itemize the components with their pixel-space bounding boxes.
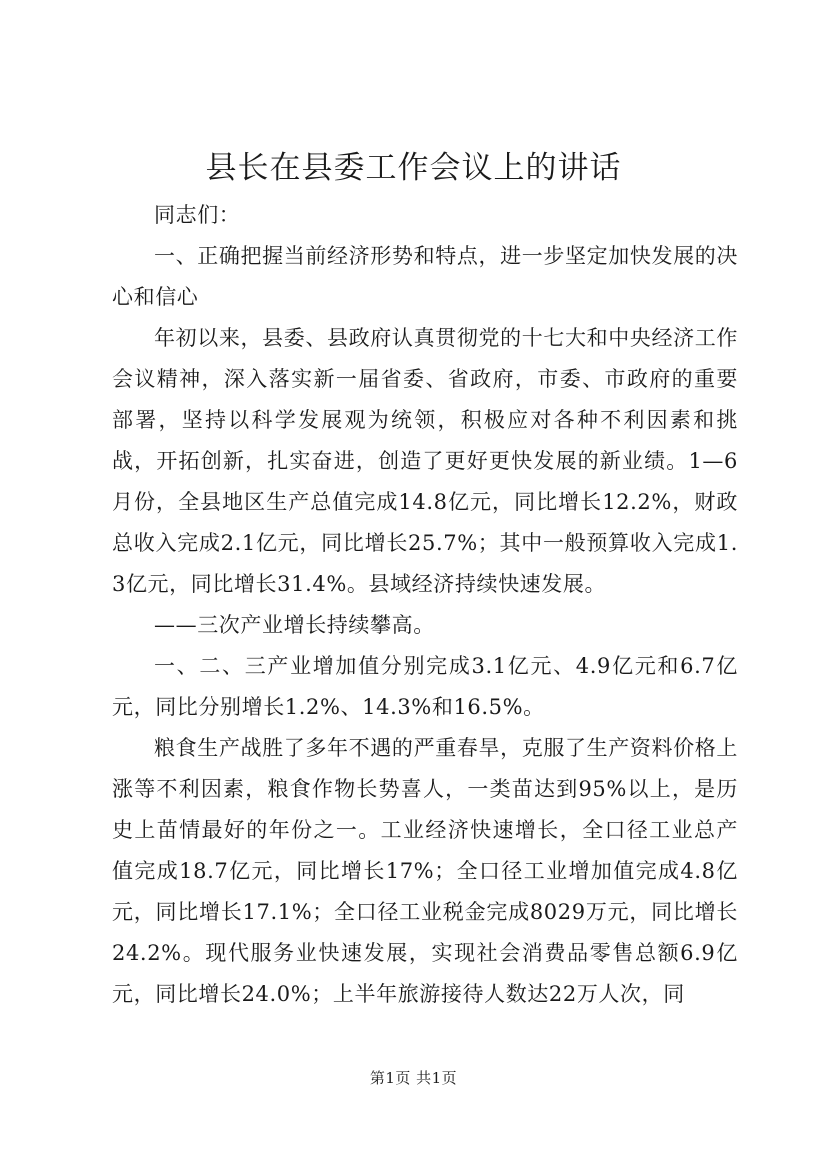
paragraph-overview: 年初以来，县委、县政府认真贯彻党的十七大和中央经济工作会议精神，深入落实新一届省委、省政府，市委、市政府的重要部署，坚持以科学发展观为统领，积极应对各种不利因素和挑战，开拓创新，扎实奋进，创造了更好更快发展的新业绩。1—6月份，全县地区生产总值完成14.8亿元，同比增长12.2%，财政总收入完成2.1亿元，同比增长25.7%；其中一般预算收入完成1.3亿元，同比增长31.4%。县域经济持续快速发展。 — [112, 326, 738, 596]
paragraph-greeting: 同志们： — [154, 203, 241, 227]
paragraph-details: 粮食生产战胜了多年不遇的严重春旱，克服了生产资料价格上涨等不利因素，粮食作物长势喜人，一类苗达到95%以上，是历史上苗情最好的年份之一。工业经济快速增长，全口径工业总产值完成18.7亿元，同比增长17%；全口径工业增加值完成4.8亿元，同比增长17.1%；全口径工业税金完成8029万元，同比增长24.2%。现代服务业快速发展，实现社会消费品零售总额6.9亿元，同比增长24.0%；上半年旅游接待人数达22万人次，同 — [112, 736, 738, 1006]
paragraph-section-heading: 一、正确把握当前经济形势和特点，进一步坚定加快发展的决心和信心 — [112, 244, 738, 309]
document-title: 县长在县委工作会议上的讲话 — [205, 150, 622, 186]
document-body — [112, 195, 738, 1015]
paragraph-subheading: ——三次产业增长持续攀高。 — [154, 613, 435, 637]
page-number-footer: 第1页 共1页 — [369, 1069, 458, 1087]
paragraph-industry-growth: 一、二、三产业增加值分别完成3.1亿元、4.9亿元和6.7亿元，同比分别增长1.2%、14.3%和16.5%。 — [112, 654, 738, 719]
